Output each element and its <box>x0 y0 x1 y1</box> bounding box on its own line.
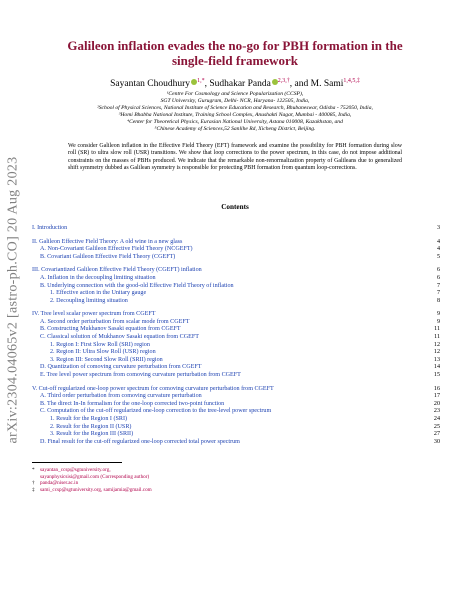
toc-page-number: 6 <box>436 274 440 281</box>
author-2[interactable]: Sudhakar Panda $^{2,3,\dagger}$, and <box>209 78 309 89</box>
toc-entry[interactable] <box>30 439 440 447</box>
toc-page-number: 13 <box>433 356 440 363</box>
toc-entry-label: V. Cut-off regularized one-loop power spectrum for comoving curvature perturbation from CGEFT <box>32 385 274 392</box>
toc-entry-label: II. Galileon Effective Field Theory: A old wine in a new glass <box>32 238 183 245</box>
arxiv-id: arXiv:2304.04065v2 [astro-ph.CO] 20 Aug 2023 <box>5 156 21 444</box>
author-1[interactable]: Sayantan Choudhury $^{1,*}$, <box>110 78 207 89</box>
toc-page-number: 3 <box>436 224 440 231</box>
footnote-line <box>32 487 440 493</box>
toc-entry-label: 2. Decoupling limiting situation <box>50 297 128 304</box>
toc-entry-label: A. Third order perturbation from comoving curvature perturbation <box>40 393 202 400</box>
toc-section <box>30 386 440 447</box>
toc-page-number: 9 <box>436 311 440 318</box>
toc-entry[interactable] <box>30 408 440 416</box>
toc-page-number: 6 <box>436 267 440 274</box>
footnote-symbol: ‡ <box>32 486 35 493</box>
toc-entry-label: 1. Result for the Region I (SRI) <box>50 416 128 422</box>
toc-section <box>30 239 440 262</box>
toc-entry[interactable] <box>30 393 440 401</box>
toc-page-number: 7 <box>436 282 440 289</box>
affiliation-line: ³Homi Bhabha National Institute, Training School Complex, Anushakti Nagar, Mumbai - 400085, India, <box>118 112 352 119</box>
toc-entry-label: III. Covariantized Galileon Effective Field Theory (CGEFT) inflation <box>32 267 202 274</box>
toc-page-number: 7 <box>436 290 440 297</box>
footnotes <box>32 467 440 493</box>
author-3[interactable]: M. Sami$^{1,4,5,\ddagger}$ <box>310 78 360 89</box>
abstract: We consider Galileon inflation in the Effective Field Theory (EFT) framework and examine the possibility for PBH formation during slow roll (SR) to ultra slow roll (USR) transitions. We show that loop corrections to the power spectrum, in this case, do not impose additional constraints on the masses of PBHs produced. We indicate that the remarkable non-renormalization property of Galileans due to generalized shift symmetry dubbed as Galilean symmetry is responsible for protecting PBH formation from quantum loop-corrections. <box>68 142 402 172</box>
toc-section <box>30 311 440 379</box>
toc-page-number: 30 <box>433 438 440 445</box>
toc-page-number: 5 <box>436 253 440 260</box>
toc-entry-label: E. Tree level power spectrum from comoving curvature perturbation from CGEFT <box>40 372 241 379</box>
toc-page-number: 12 <box>433 349 440 356</box>
toc-entry[interactable] <box>30 298 440 306</box>
toc-page-number: 20 <box>433 400 440 407</box>
toc-page-number: 12 <box>433 341 440 348</box>
table-of-contents <box>30 225 440 446</box>
toc-entry[interactable] <box>30 349 440 357</box>
toc-entry-label: 3. Result for the Region III (SRII) <box>50 431 134 438</box>
toc-entry-label: 1. Effective action in the Unitary gauge <box>50 290 147 297</box>
affiliation-line: ⁵Chinese Academy of Sciences,52 Sanlihe Rd, Xicheng District, Beijing. <box>154 126 316 133</box>
toc-page-number: 11 <box>434 326 440 333</box>
toc-entry-label: A. Second order perturbation from scalar mode from CGEFT <box>40 318 190 325</box>
affiliation-line: ¹Centre For Cosmology and Science Popularization (CCSP), <box>166 91 304 97</box>
author-list <box>30 78 440 89</box>
footnote-email-link[interactable]: sayanphysicsisi@gmail.com (Corresponding author) <box>40 473 150 480</box>
toc-entry-label: C. Classical solution of Mukhanov Sasaki equation from CGEFT <box>40 334 199 341</box>
toc-entry[interactable] <box>30 326 440 334</box>
contents-heading: Contents <box>221 202 249 211</box>
toc-entry[interactable] <box>30 239 440 247</box>
toc-entry[interactable] <box>30 416 440 424</box>
footnote-divider <box>32 462 122 463</box>
toc-entry-label: IV. Tree level scalar power spectrum from CGEFT <box>32 311 156 318</box>
toc-entry[interactable] <box>30 267 440 275</box>
toc-entry[interactable] <box>30 290 440 298</box>
toc-entry[interactable] <box>30 254 440 262</box>
affiliation-line: ²School of Physical Sciences, National Institute of Science Education and Research, Bhubaneswar, Odisha - 752050, India, <box>97 105 373 112</box>
paper-title: Galileon inflation evades the no-go for PBH formation in the single-field framework <box>67 38 403 68</box>
toc-entry[interactable] <box>30 372 440 380</box>
footnote-email-link[interactable]: sami_ccsp@sgtuniversity.org, samijamia@gmail.com <box>40 486 152 493</box>
toc-page-number: 17 <box>433 393 440 400</box>
toc-page-number: 16 <box>433 385 440 392</box>
toc-page-number: 9 <box>436 318 440 325</box>
toc-section <box>30 225 440 233</box>
toc-entry-label: D. Final result for the cut-off regularized one-loop corrected total power spectrum <box>40 438 240 445</box>
affiliation-line: ⁴Center for Theoretical Physics, Eurasian National University, Astana 010008, Kazakhstan, and <box>127 119 343 126</box>
toc-entry[interactable] <box>30 275 440 283</box>
toc-entry[interactable] <box>30 246 440 254</box>
toc-entry[interactable] <box>30 311 440 319</box>
affiliation-line: SGT University, Gurugram, Delhi- NCR, Haryana- 122505, India, <box>160 98 310 105</box>
toc-page-number: 14 <box>433 364 440 371</box>
paper-page <box>30 0 440 493</box>
toc-entry-label: 3. Region III: Second Slow Roll (SRII) region <box>50 356 163 363</box>
toc-page-number: 4 <box>436 238 440 245</box>
affiliations <box>30 91 440 134</box>
toc-page-number: 15 <box>433 372 440 379</box>
toc-entry-label: C. Computation of the cut-off regularized one-loop correction to the tree-level power spectrum <box>40 408 272 415</box>
toc-entry-label: A. Inflation in the decoupling limiting situation <box>40 274 156 281</box>
toc-entry[interactable] <box>30 431 440 439</box>
toc-entry-label: A. Non-Covariant Galileon Effective Field Theory (NCGEFT) <box>40 246 193 253</box>
footnote-symbol: † <box>32 480 35 487</box>
toc-section <box>30 267 440 305</box>
toc-entry-label: I. Introduction <box>32 224 68 231</box>
toc-entry-label: B. Underlying connection with the good-old Effective Field Theory of inflation <box>40 282 234 289</box>
footnote-email-link[interactable]: panda@niser.ac.in <box>40 480 79 487</box>
toc-page-number: 24 <box>433 416 440 422</box>
toc-entry[interactable] <box>30 225 440 233</box>
toc-page-number: 27 <box>433 431 440 438</box>
toc-page-number: 25 <box>433 423 440 430</box>
toc-entry-label: 2. Region II: Ultra Slow Roll (USR) region <box>50 349 156 356</box>
toc-entry[interactable] <box>30 283 440 291</box>
toc-entry-label: B. Covariant Galileon Effective Field Theory (CGEFT) <box>40 253 176 260</box>
footnote-symbol: * <box>32 467 35 474</box>
toc-entry-label: D. Quantization of comoving curvature perturbation from CGEFT <box>40 364 202 371</box>
footnote-email-link[interactable]: sayantan_ccsp@sgtuniversity.org, <box>40 467 111 474</box>
toc-page-number: 4 <box>436 246 440 253</box>
arxiv-side-stamp <box>0 120 26 480</box>
toc-entry-label: 1. Region I: First Slow Roll (SRI) region <box>50 341 150 348</box>
toc-entry-label: B. The direct In-In formalism for the one-loop corrected two-point function <box>40 400 225 407</box>
toc-entry[interactable] <box>30 334 440 342</box>
toc-entry-label: B. Constructing Mukhanov Sasaki equation from CGEFT <box>40 326 181 333</box>
toc-page-number: 11 <box>434 334 440 341</box>
toc-entry-label: 2. Result for the Region II (USR) <box>50 423 132 430</box>
toc-entry[interactable] <box>30 364 440 372</box>
toc-page-number: 23 <box>433 408 440 415</box>
toc-page-number: 8 <box>436 297 440 304</box>
